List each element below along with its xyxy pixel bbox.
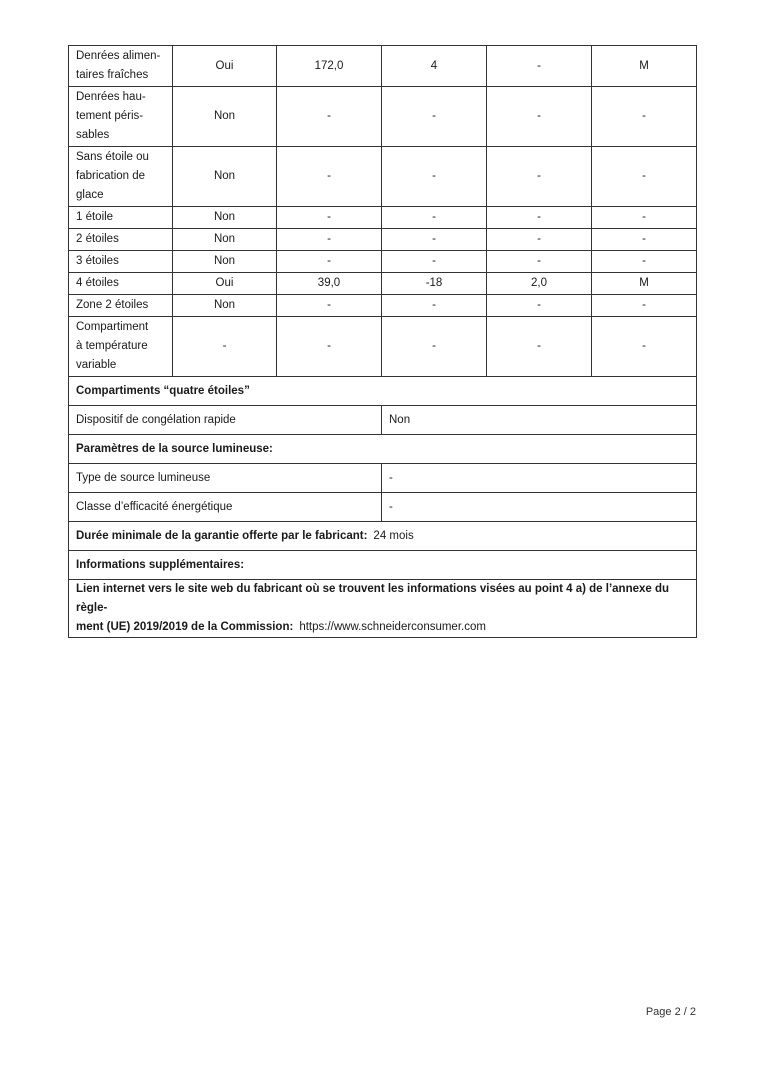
energy-class-label: Classe d’efficacité énergétique (69, 493, 382, 522)
compartment-table (68, 45, 697, 638)
compartment-present-cell: Non (173, 207, 277, 229)
compartment-temperature-cell: - (382, 207, 487, 229)
rapid-freeze-label: Dispositif de congélation rapide (69, 406, 382, 435)
additional-info-heading: Informations supplémentaires: (69, 551, 697, 580)
compartment-volume-cell: - (277, 295, 382, 317)
compartment-name-line: à température (76, 340, 148, 352)
compartment-row (69, 251, 697, 273)
compartment-present-cell: Non (173, 295, 277, 317)
energy-class-row (69, 493, 697, 522)
compartment-present-cell: Non (173, 87, 277, 147)
compartment-row (69, 317, 697, 377)
light-type-label: Type de source lumineuse (69, 464, 382, 493)
compartment-present-cell: Non (173, 147, 277, 207)
compartment-freezing-cell: 2,0 (487, 273, 592, 295)
compartment-temperature-cell: -18 (382, 273, 487, 295)
compartment-temperature-cell: 4 (382, 46, 487, 87)
manufacturer-url-link[interactable]: https://www.schneiderconsumer.com (299, 621, 486, 633)
compartment-name-line: 3 étoiles (76, 255, 119, 267)
compartment-present-cell: Non (173, 229, 277, 251)
warranty-value: 24 mois (373, 529, 414, 542)
compartment-name-line: Sans étoile ou (76, 151, 149, 163)
compartment-freezing-cell: - (487, 147, 592, 207)
four-star-heading: Compartiments “quatre étoiles” (69, 377, 697, 406)
compartment-volume-cell: - (277, 207, 382, 229)
compartment-name-line: Denrées alimen- (76, 50, 161, 62)
compartment-volume-cell: - (277, 317, 382, 377)
compartment-volume-cell: 39,0 (277, 273, 382, 295)
compartment-freezing-cell: - (487, 46, 592, 87)
rapid-freeze-value: Non (382, 406, 697, 435)
warranty-row (69, 522, 697, 551)
light-type-row (69, 464, 697, 493)
manufacturer-link-text-line2: ment (UE) 2019/2019 de la Commission: (76, 621, 294, 633)
compartment-defrost-cell: - (592, 251, 697, 273)
compartment-defrost-cell: - (592, 207, 697, 229)
compartment-temperature-cell: - (382, 251, 487, 273)
compartment-temperature-cell: - (382, 229, 487, 251)
compartment-freezing-cell: - (487, 87, 592, 147)
compartment-name (69, 46, 173, 87)
compartment-row (69, 147, 697, 207)
compartment-present-cell: Oui (173, 273, 277, 295)
compartment-name (69, 251, 173, 273)
manufacturer-link-row (69, 580, 697, 638)
compartment-name-line: Denrées hau- (76, 91, 146, 103)
compartment-name-line: Zone 2 étoiles (76, 299, 149, 311)
compartment-name-line: 2 étoiles (76, 233, 119, 245)
warranty-label: Durée minimale de la garantie offerte par le fabricant: (76, 529, 368, 542)
compartment-freezing-cell: - (487, 251, 592, 273)
compartment-volume-cell: 172,0 (277, 46, 382, 87)
compartment-freezing-cell: - (487, 295, 592, 317)
compartment-defrost-cell: M (592, 46, 697, 87)
light-type-value: - (382, 464, 697, 493)
compartment-volume-cell: - (277, 229, 382, 251)
compartment-row (69, 273, 697, 295)
compartment-defrost-cell: - (592, 317, 697, 377)
compartment-defrost-cell: - (592, 87, 697, 147)
compartment-row (69, 229, 697, 251)
compartment-name-line: tement péris- (76, 110, 144, 122)
compartment-rows (69, 46, 697, 377)
compartment-defrost-cell: - (592, 147, 697, 207)
light-source-heading: Paramètres de la source lumineuse: (69, 435, 697, 464)
compartment-name-line: sables (76, 129, 110, 141)
compartment-row (69, 295, 697, 317)
compartment-freezing-cell: - (487, 229, 592, 251)
compartment-row (69, 46, 697, 87)
compartment-row (69, 87, 697, 147)
compartment-name (69, 317, 173, 377)
compartment-freezing-cell: - (487, 317, 592, 377)
compartment-temperature-cell: - (382, 317, 487, 377)
compartment-temperature-cell: - (382, 147, 487, 207)
compartment-defrost-cell: - (592, 295, 697, 317)
compartment-name-line: taires fraîches (76, 69, 149, 81)
compartment-name-line: fabrication de (76, 170, 146, 182)
compartment-name-line: 4 étoiles (76, 277, 119, 289)
compartment-temperature-cell: - (382, 87, 487, 147)
compartment-present-cell: Oui (173, 46, 277, 87)
compartment-row (69, 207, 697, 229)
compartment-name-line: variable (76, 359, 117, 371)
compartment-name (69, 87, 173, 147)
product-info-sheet (68, 45, 696, 638)
compartment-name (69, 207, 173, 229)
page-number: Page 2 / 2 (645, 1006, 696, 1018)
rapid-freeze-row (69, 406, 697, 435)
compartment-temperature-cell: - (382, 295, 487, 317)
energy-class-value: - (382, 493, 697, 522)
compartment-volume-cell: - (277, 147, 382, 207)
compartment-freezing-cell: - (487, 207, 592, 229)
compartment-volume-cell: - (277, 251, 382, 273)
compartment-name (69, 295, 173, 317)
extra-info (69, 377, 697, 638)
compartment-name (69, 229, 173, 251)
compartment-name-line: Compartiment (76, 321, 149, 333)
compartment-defrost-cell: - (592, 229, 697, 251)
compartment-name (69, 273, 173, 295)
compartment-present-cell: Non (173, 251, 277, 273)
compartment-name-line: glace (76, 189, 104, 201)
compartment-volume-cell: - (277, 87, 382, 147)
compartment-defrost-cell: M (592, 273, 697, 295)
compartment-name (69, 147, 173, 207)
compartment-name-line: 1 étoile (76, 211, 114, 223)
compartment-present-cell: - (173, 317, 277, 377)
manufacturer-link-text-line1: Lien internet vers le site web du fabricant où se trouvent les informations visées au point 4 a) de l’annexe du règle- (76, 583, 670, 614)
